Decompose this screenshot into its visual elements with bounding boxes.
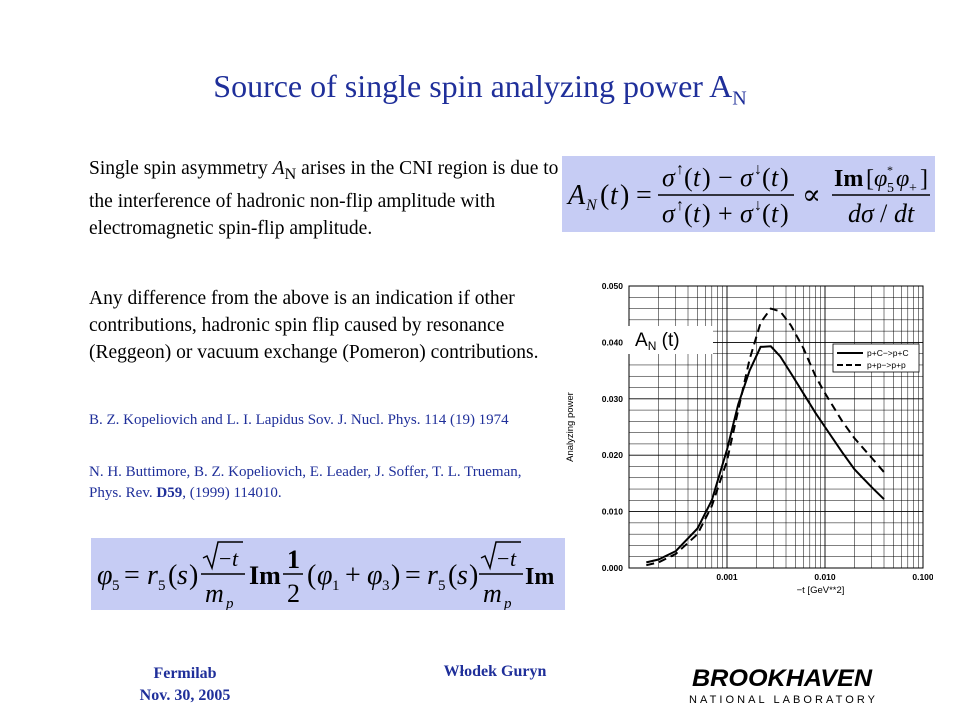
y-tick-label: 0.050 <box>601 281 623 291</box>
spin-flip-amplitude-equation <box>91 538 565 610</box>
svg-text:): ) <box>391 560 401 591</box>
svg-text:t: t <box>771 163 779 192</box>
svg-text:t: t <box>693 199 701 228</box>
x-tick-label: 0.100 <box>912 572 933 582</box>
x-tick-label: 0.010 <box>814 572 836 582</box>
svg-text:(: ( <box>684 163 693 192</box>
x-tick-label: 0.001 <box>716 572 738 582</box>
svg-text:N: N <box>586 197 597 214</box>
analyzing-power-equation <box>562 156 935 232</box>
reference-buttimore: N. H. Buttimore, B. Z. Kopeliovich, E. Leader, J. Soffer, T. L. Trueman, Phys. Rev. D59, (1999) 114010. <box>89 464 522 501</box>
svg-text:φ: φ <box>97 560 113 591</box>
svg-text:r: r <box>427 560 438 591</box>
svg-text:=: = <box>405 560 421 591</box>
svg-text:(: ( <box>762 163 771 192</box>
paragraph-cni: Single spin asymmetry $A_N$ arises in the CNI region is due to the interference of hadronic non-flip amplitude with electromagnetic spin-flip amplitude. <box>89 158 559 239</box>
svg-text:/: / <box>880 199 888 228</box>
svg-text:φ: φ <box>896 166 910 192</box>
svg-text:↑: ↑ <box>676 197 684 214</box>
svg-text:−: − <box>718 163 733 192</box>
brookhaven-logo <box>682 660 882 710</box>
svg-text:m: m <box>205 579 224 608</box>
svg-text:(: ( <box>448 560 458 591</box>
svg-text:3: 3 <box>382 578 390 594</box>
svg-text:↓: ↓ <box>754 197 762 214</box>
svg-text:1: 1 <box>332 578 340 594</box>
reference-kopeliovich: B. Z. Kopeliovich and L. I. Lapidus Sov. J. Nucl. Phys. 114 (19) 1974 <box>89 412 509 428</box>
footer-org: Fermilab <box>153 665 217 682</box>
svg-text:(: ( <box>600 180 610 211</box>
svg-text:5: 5 <box>438 578 446 594</box>
paragraph-other-contributions: Any difference from the above is an indication if other contributions, hadronic spin flip caused by resonance (Reggeon) or vacuum exchange (Pomeron) contributions. <box>89 288 539 363</box>
logo-line1: BROOKHAVEN <box>692 665 873 692</box>
svg-text:=: = <box>636 180 652 211</box>
svg-text:A: A <box>568 180 586 211</box>
svg-text:σ: σ <box>662 199 675 228</box>
svg-text:φ: φ <box>367 560 383 591</box>
y-tick-label: 0.040 <box>601 337 623 348</box>
svg-text:5: 5 <box>112 578 120 594</box>
svg-text:σ: σ <box>662 163 675 192</box>
y-tick-label: 0.020 <box>601 450 623 461</box>
footer-date: Nov. 30, 2005 <box>139 687 231 704</box>
svg-text:s: s <box>177 560 188 591</box>
svg-text:φ: φ <box>874 166 888 192</box>
svg-text:dσ: dσ <box>848 199 874 228</box>
svg-text:5: 5 <box>887 181 894 196</box>
svg-text:↑: ↑ <box>676 161 684 178</box>
svg-text:2: 2 <box>287 579 300 608</box>
svg-text:t: t <box>510 546 517 571</box>
svg-text:Im: Im <box>525 564 555 590</box>
svg-text:1: 1 <box>287 545 300 574</box>
svg-text:Im: Im <box>249 561 281 590</box>
svg-text:σ: σ <box>740 163 753 192</box>
svg-text:(: ( <box>684 199 693 228</box>
svg-text:Im: Im <box>834 166 864 192</box>
y-tick-label: 0.000 <box>601 563 623 573</box>
footer-author: Włodek Guryn <box>443 663 547 680</box>
svg-text:]: ] <box>920 166 928 192</box>
plot-annotation <box>627 326 713 354</box>
svg-text:[: [ <box>866 166 874 192</box>
svg-text:−: − <box>497 546 510 571</box>
svg-text:+: + <box>718 199 733 228</box>
svg-text:=: = <box>124 560 140 591</box>
svg-text:∝: ∝ <box>802 180 821 211</box>
svg-text:t: t <box>693 163 701 192</box>
legend-label: p+p−>p+p <box>867 360 906 370</box>
svg-text:): ) <box>189 560 199 591</box>
footer-location <box>100 663 270 707</box>
svg-text:): ) <box>780 199 789 228</box>
svg-text:): ) <box>620 180 630 211</box>
svg-text:t: t <box>232 546 239 571</box>
svg-text:*: * <box>887 163 893 177</box>
y-axis-label: Analyzing power <box>565 392 576 462</box>
svg-text:s: s <box>457 560 468 591</box>
svg-text:5: 5 <box>158 578 166 594</box>
svg-text:p: p <box>226 596 234 610</box>
svg-text:p: p <box>504 596 512 610</box>
svg-text:): ) <box>702 199 711 228</box>
svg-text:φ: φ <box>317 560 333 591</box>
svg-text:↓: ↓ <box>754 161 762 178</box>
annotation-label: $A_N$ (t) <box>635 330 680 353</box>
svg-text:): ) <box>702 163 711 192</box>
svg-text:+: + <box>345 560 361 591</box>
svg-text:σ: σ <box>740 199 753 228</box>
svg-text:−: − <box>219 546 232 571</box>
svg-text:m: m <box>483 579 502 608</box>
svg-text:(: ( <box>762 199 771 228</box>
svg-text:(: ( <box>168 560 178 591</box>
legend-label: p+C−>p+C <box>867 348 909 358</box>
svg-text:dt: dt <box>894 199 915 228</box>
svg-text:t: t <box>610 180 618 211</box>
y-tick-label: 0.030 <box>601 393 623 404</box>
svg-text:): ) <box>780 163 789 192</box>
analyzing-power-plot <box>553 272 933 610</box>
logo-line2: NATIONAL LABORATORY <box>689 694 875 706</box>
svg-text:t: t <box>771 199 779 228</box>
plot-legend <box>833 344 919 372</box>
svg-text:(: ( <box>307 560 317 591</box>
x-axis-label: −t [GeV**2] <box>796 585 845 596</box>
svg-text:+: + <box>909 181 917 196</box>
y-tick-label: 0.010 <box>601 506 623 517</box>
svg-text:r: r <box>147 560 158 591</box>
slide-title: Source of single spin analyzing power $A_N$ <box>213 68 747 110</box>
svg-text:): ) <box>469 560 479 591</box>
